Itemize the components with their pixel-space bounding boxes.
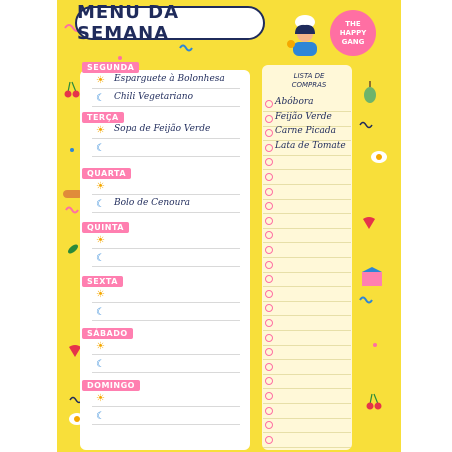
page-title: MENU DA SEMANA [77, 2, 180, 44]
cherry-icon-2 [366, 390, 382, 412]
shopping-row[interactable] [263, 404, 351, 419]
checkbox-circle-icon[interactable] [265, 363, 273, 371]
checkbox-circle-icon[interactable] [265, 158, 273, 166]
shopping-item-text: Feijão Verde [275, 111, 332, 122]
shopping-row[interactable] [263, 287, 351, 302]
sun-icon: ☀ [96, 235, 105, 246]
checkbox-circle-icon[interactable] [265, 377, 273, 385]
lunch-row[interactable] [92, 180, 240, 195]
shopping-row[interactable] [263, 272, 351, 287]
brand-line-3: GANG [341, 37, 365, 46]
checkbox-circle-icon[interactable] [265, 188, 273, 196]
shopping-row[interactable] [263, 433, 351, 448]
shopping-row[interactable] [263, 345, 351, 360]
leaf-icon [66, 242, 80, 256]
checkbox-circle-icon[interactable] [265, 217, 273, 225]
shopping-item-text: Carne Picada [275, 126, 337, 137]
chef-illustration [283, 14, 323, 56]
picnic-icon [360, 266, 384, 288]
checkbox-circle-icon[interactable] [265, 115, 273, 123]
sun-icon: ☀ [96, 75, 105, 86]
lunch-row[interactable] [92, 392, 240, 407]
shopping-row[interactable] [263, 112, 351, 127]
shopping-row[interactable] [263, 360, 351, 375]
moon-icon: ☾ [96, 199, 105, 210]
checkbox-circle-icon[interactable] [265, 290, 273, 298]
shopping-row[interactable] [263, 418, 351, 433]
moon-icon: ☾ [96, 307, 105, 318]
sun-icon: ☀ [96, 393, 105, 404]
sun-icon: ☀ [96, 289, 105, 300]
shopping-row[interactable] [263, 374, 351, 389]
day-label: SÁBADO [82, 328, 133, 339]
title-bubble [75, 2, 265, 44]
dinner-row[interactable] [92, 142, 240, 157]
shopping-row[interactable] [263, 185, 351, 200]
brand-line-1: THE [345, 19, 361, 28]
checkbox-circle-icon[interactable] [265, 304, 273, 312]
shopping-row[interactable] [263, 316, 351, 331]
checkbox-circle-icon[interactable] [265, 261, 273, 269]
shopping-row[interactable] [263, 228, 351, 243]
checkbox-circle-icon[interactable] [265, 407, 273, 415]
brand-line-2: HAPPY [339, 28, 367, 37]
shopping-row[interactable] [263, 170, 351, 185]
shopping-row[interactable] [263, 141, 351, 156]
moon-icon: ☾ [96, 93, 105, 104]
day-label: DOMINGO [82, 380, 140, 391]
checkbox-circle-icon[interactable] [265, 100, 273, 108]
day-label: TERÇA [82, 112, 124, 123]
moon-icon: ☾ [96, 359, 105, 370]
lunch-row[interactable] [92, 340, 240, 355]
shopping-row[interactable] [263, 258, 351, 273]
checkbox-circle-icon[interactable] [265, 246, 273, 254]
checkbox-circle-icon[interactable] [265, 436, 273, 444]
day-label: SEGUNDA [82, 62, 139, 73]
shopping-title-line-1: LISTA DE [293, 72, 325, 80]
lunch-row[interactable] [92, 74, 240, 89]
moon-icon: ☾ [96, 143, 105, 154]
shopping-row[interactable] [263, 199, 351, 214]
meal-text: Esparguete à Bolonhesa [114, 74, 225, 84]
meal-text: Chili Vegetariano [114, 92, 194, 102]
cherry-icon [64, 78, 80, 100]
checkbox-circle-icon[interactable] [265, 144, 273, 152]
checkbox-circle-icon[interactable] [265, 275, 273, 283]
checkbox-circle-icon[interactable] [265, 319, 273, 327]
shopping-item-text: Lata de Tomate [275, 140, 346, 151]
sun-icon: ☀ [96, 181, 105, 192]
dinner-row[interactable] [92, 198, 240, 213]
shopping-row[interactable] [263, 389, 351, 404]
lunch-row[interactable] [92, 124, 240, 139]
day-label: QUARTA [82, 168, 131, 179]
lunch-row[interactable] [92, 288, 240, 303]
shopping-row[interactable] [263, 331, 351, 346]
checkbox-circle-icon[interactable] [265, 421, 273, 429]
shopping-row[interactable] [263, 155, 351, 170]
sun-icon: ☀ [96, 341, 105, 352]
shopping-title-line-2: COMPRAS [291, 81, 327, 89]
dinner-row[interactable] [92, 306, 240, 321]
shopping-row[interactable] [263, 301, 351, 316]
moon-icon: ☾ [96, 411, 105, 422]
sun-icon: ☀ [96, 125, 105, 136]
day-label: QUINTA [82, 222, 129, 233]
dinner-row[interactable] [92, 252, 240, 267]
shopping-row[interactable] [263, 126, 351, 141]
checkbox-circle-icon[interactable] [265, 348, 273, 356]
checkbox-circle-icon[interactable] [265, 334, 273, 342]
moon-icon: ☾ [96, 253, 105, 264]
dinner-row[interactable] [92, 92, 240, 107]
brand-logo [330, 10, 376, 56]
checkbox-circle-icon[interactable] [265, 202, 273, 210]
checkbox-circle-icon[interactable] [265, 129, 273, 137]
meal-text: Bolo de Cenoura [114, 198, 191, 208]
strawberry-icon [362, 214, 376, 230]
egg-icon [370, 150, 388, 164]
day-label: SEXTA [82, 276, 123, 287]
checkbox-circle-icon[interactable] [265, 231, 273, 239]
checkbox-circle-icon[interactable] [265, 173, 273, 181]
shopping-item-text: Abóbora [275, 97, 314, 107]
checkbox-circle-icon[interactable] [265, 392, 273, 400]
pear-icon [362, 78, 378, 104]
shopping-list-title [270, 72, 348, 90]
dinner-row[interactable] [92, 358, 240, 373]
meal-text: Sopa de Feijão Verde [114, 124, 211, 134]
lunch-row[interactable] [92, 234, 240, 249]
shopping-row[interactable] [263, 214, 351, 229]
dinner-row[interactable] [92, 410, 240, 425]
shopping-row[interactable] [263, 243, 351, 258]
shopping-row[interactable] [263, 97, 351, 112]
